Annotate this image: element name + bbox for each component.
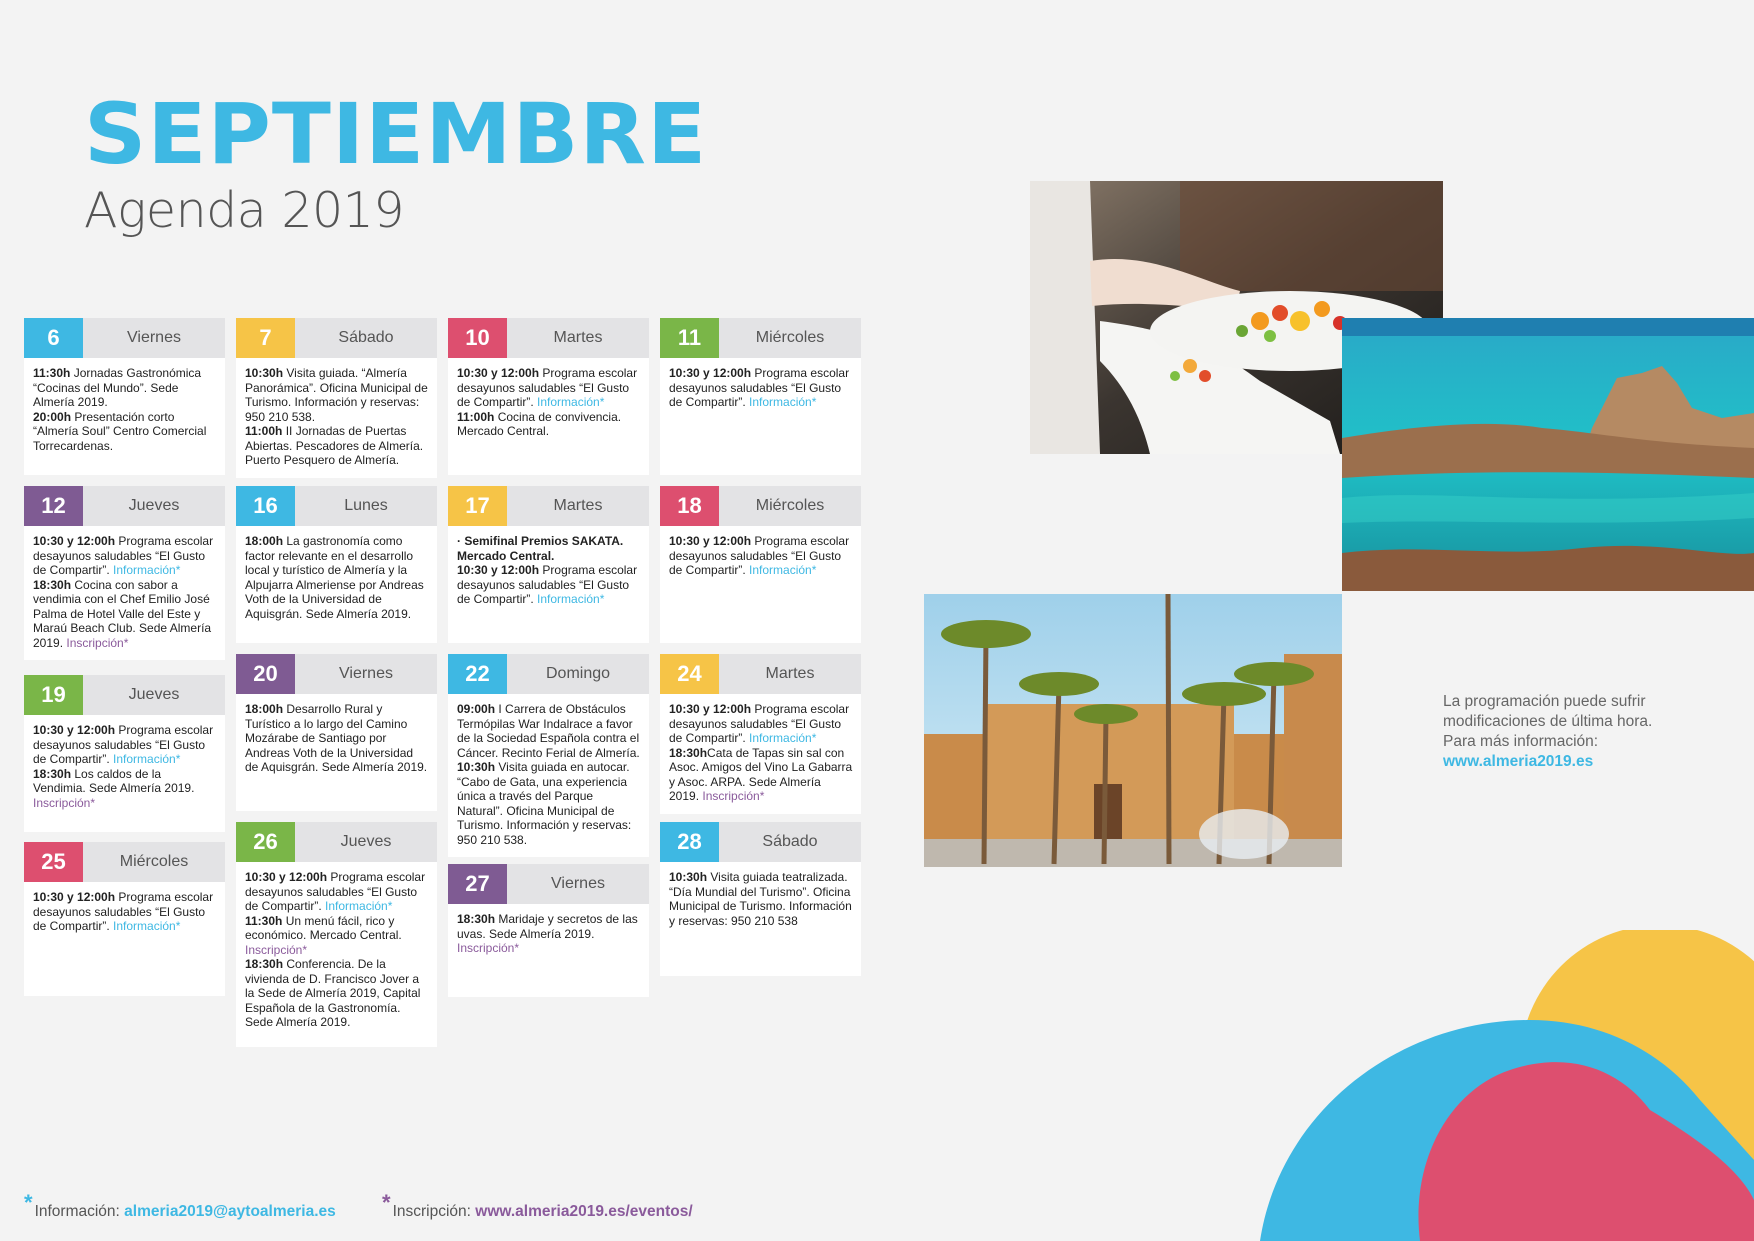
event-time: 11:00h — [457, 409, 495, 424]
event-description: Maridaje y secretos de las uvas. Sede Almería 2019. — [457, 912, 638, 941]
day-card — [24, 486, 225, 660]
event-time: 10:30 y 12:00h — [457, 366, 540, 380]
day-card-header — [448, 654, 649, 694]
event-time: 10:30h — [669, 870, 708, 884]
registration-label: Inscripción: — [392, 1203, 476, 1220]
event-item — [245, 914, 429, 958]
day-card — [24, 842, 225, 996]
event-time: 10:30 y 12:00h — [669, 534, 752, 548]
day-card — [24, 675, 225, 832]
event-time: 18:00h — [245, 534, 284, 548]
info-link[interactable]: Información* — [113, 563, 181, 577]
day-number: 24 — [660, 654, 719, 694]
weekday-label: Miércoles — [755, 497, 825, 514]
event-item — [245, 870, 429, 914]
event-description: Presentación corto “Almería Soul” Centro Comercial Torrecardenas. — [33, 409, 207, 453]
registration-link[interactable]: Inscripción* — [66, 635, 129, 650]
info-link[interactable]: Información* — [325, 899, 393, 913]
weekday-label: Viernes — [127, 329, 181, 346]
weekday-label: Miércoles — [119, 853, 189, 870]
event-time: 10:30 y 12:00h — [33, 890, 116, 904]
day-number: 17 — [448, 486, 507, 526]
registration-link[interactable]: Inscripción* — [457, 941, 520, 955]
event-description: I Carrera de Obstáculos Termópilas War Indalrace a favor de la Sociedad Española contra el Cáncer. Recinto Ferial de Almería. — [457, 702, 640, 760]
event-description: Programa escolar desayunos saludables “El Gusto de Compartir”. — [33, 723, 214, 766]
event-description: Programa escolar desayunos saludables “El Gusto de Compartir”. — [669, 702, 850, 745]
event-item — [669, 534, 853, 578]
weekday-label: Domingo — [545, 665, 611, 682]
weekday-label: Martes — [553, 329, 603, 346]
weekday-label: Sábado — [338, 329, 394, 346]
event-description: Cocina de convivencia. Mercado Central. — [457, 409, 622, 438]
event-time: 11:00h — [245, 424, 283, 438]
day-card-events — [448, 904, 649, 966]
day-number: 6 — [24, 318, 83, 358]
event-description: II Jornadas de Puertas Abiertas. Pescadores de Almería. Puerto Pesquero de Almería. — [245, 424, 424, 467]
weekday-label: Jueves — [128, 686, 180, 703]
event-item — [33, 767, 217, 811]
day-card — [660, 486, 861, 643]
asterisk-icon: * — [382, 1190, 391, 1215]
info-link[interactable]: Información* — [749, 563, 817, 577]
day-card-events — [24, 358, 225, 463]
event-time: 10:30 y 12:00h — [669, 702, 752, 716]
event-time: 11:30h — [33, 366, 71, 380]
registration-link[interactable]: www.almeria2019.es/eventos/ — [475, 1203, 693, 1220]
weekday-label: Martes — [765, 665, 815, 682]
event-description: Visita guiada en autocar. “Cabo de Gata, una experiencia única a través del Parque Natural”. Oficina Municipal de Turismo. Información y reservas: 950 210 538. — [457, 760, 632, 847]
day-number: 27 — [448, 864, 507, 904]
day-card-header — [24, 675, 225, 715]
weekday-label: Viernes — [551, 875, 605, 892]
day-card-events — [236, 526, 437, 631]
day-card — [448, 654, 649, 857]
weekday-label: Miércoles — [755, 329, 825, 346]
notice-line: Para más información: — [1443, 733, 1599, 750]
day-card-header — [448, 864, 649, 904]
day-card-events — [24, 882, 225, 944]
event-description: Programa escolar desayunos saludables “El Gusto de Compartir”. — [669, 366, 850, 409]
day-card-header — [24, 486, 225, 526]
event-time: 18:30h — [33, 577, 72, 592]
day-number: 25 — [24, 842, 83, 882]
day-card-events — [24, 526, 225, 660]
day-card-header — [24, 318, 225, 358]
day-card-events — [660, 526, 861, 588]
event-description: Visita guiada teatralizada. “Día Mundial del Turismo”. Oficina Municipal de Turismo. Información y reservas: 950 210 538 — [669, 870, 852, 928]
event-item — [245, 366, 429, 424]
weekday-label: Martes — [553, 497, 603, 514]
event-item — [457, 534, 641, 563]
info-link[interactable]: Información* — [749, 395, 817, 409]
day-number: 7 — [236, 318, 295, 358]
event-description: La gastronomía como factor relevante en el desarrollo local y turístico de Almería y la Alpujarra Almeriense por Andreas Voth de la Universidad de Aquisgrán. Sede Almería 2019. — [245, 534, 424, 621]
day-card — [236, 822, 437, 1047]
event-item — [669, 702, 853, 746]
day-card — [660, 318, 861, 475]
day-card-header — [24, 842, 225, 882]
day-card-header — [448, 486, 649, 526]
day-card-events — [24, 715, 225, 820]
event-time: 20:00h — [33, 409, 72, 424]
event-description: Visita guiada. “Almería Panorámica”. Oficina Municipal de Turismo. Información y reservas: 950 210 538. — [245, 366, 428, 424]
day-card-header — [660, 486, 861, 526]
day-card-header — [660, 822, 861, 862]
day-card — [448, 486, 649, 643]
asterisk-icon: * — [24, 1190, 33, 1215]
info-link[interactable]: Información* — [113, 752, 181, 766]
event-item — [33, 578, 217, 651]
event-item — [33, 366, 217, 410]
day-card-header — [236, 822, 437, 862]
info-link[interactable]: Información* — [537, 592, 605, 606]
event-time: 11:30h — [245, 913, 283, 928]
day-card-events — [236, 862, 437, 1040]
page-subtitle: Agenda 2019 — [84, 182, 405, 239]
day-card-events — [660, 694, 861, 814]
weekday-label: Jueves — [340, 833, 392, 850]
event-time: 18:30h — [33, 766, 72, 781]
event-item — [457, 563, 641, 607]
day-number: 18 — [660, 486, 719, 526]
day-number: 22 — [448, 654, 507, 694]
event-description: Programa escolar desayunos saludables “El Gusto de Compartir”. — [457, 366, 638, 409]
event-description: Cocina con sabor a vendimia con el Chef Emilio José Palma de Hotel Valle del Este y Maraú Beach Club. Sede Almería 2019. — [33, 577, 212, 650]
event-item — [457, 702, 641, 760]
notice-line: La programación puede sufrir — [1443, 693, 1646, 710]
day-card — [236, 486, 437, 643]
event-time: 18:00h — [245, 702, 284, 716]
footer-info — [24, 1190, 336, 1222]
event-description: Programa escolar desayunos saludables “El Gusto de Compartir”. — [33, 534, 214, 577]
day-number: 19 — [24, 675, 83, 715]
day-card-events — [236, 694, 437, 785]
event-time: 10:30h — [457, 760, 496, 774]
event-item — [245, 957, 429, 1030]
info-link[interactable]: Información* — [537, 395, 605, 409]
page-title: SEPTIEMBRE — [84, 85, 708, 183]
day-number: 11 — [660, 318, 719, 358]
event-description: Programa escolar desayunos saludables “El Gusto de Compartir”. — [457, 563, 638, 606]
event-description: Programa escolar desayunos saludables “El Gusto de Compartir”. — [33, 890, 214, 933]
event-description: Cata de Tapas sin sal con Asoc. Amigos del Vino La Gabarra y Asoc. ARPA. Sede Almería 2019. — [669, 745, 853, 803]
event-time: 18:30h — [669, 745, 708, 760]
event-item — [669, 746, 853, 804]
event-time: 09:00h — [457, 702, 496, 716]
day-card-header — [236, 654, 437, 694]
photo-cathedral-palms — [924, 594, 1342, 867]
event-time: 10:30 y 12:00h — [669, 366, 752, 380]
decorative-shapes — [1240, 930, 1754, 1241]
event-item — [457, 912, 641, 956]
day-card-header — [660, 318, 861, 358]
day-card — [448, 864, 649, 997]
day-card-events — [236, 358, 437, 478]
event-description: Un menú fácil, rico y económico. Mercado Central. — [245, 913, 402, 942]
weekday-label: Jueves — [128, 497, 180, 514]
event-time: · Semifinal Premios SAKATA. Mercado Central. — [457, 534, 624, 563]
event-item — [669, 366, 853, 410]
day-card-header — [236, 318, 437, 358]
event-item — [33, 534, 217, 578]
day-number: 16 — [236, 486, 295, 526]
footer-registration — [382, 1190, 693, 1222]
info-link[interactable]: Información* — [749, 731, 817, 745]
info-label: Información: — [34, 1203, 125, 1220]
photo-coastline — [1342, 318, 1754, 591]
weekday-label: Viernes — [339, 665, 393, 682]
day-number: 26 — [236, 822, 295, 862]
event-time: 18:30h — [245, 957, 284, 971]
day-card-events — [660, 862, 861, 938]
event-item — [457, 760, 641, 847]
event-time: 10:30h — [245, 366, 284, 380]
website-link[interactable]: www.almeria2019.es — [1443, 753, 1594, 770]
event-time: 10:30 y 12:00h — [245, 870, 328, 884]
notice-text — [1443, 692, 1652, 772]
day-number: 10 — [448, 318, 507, 358]
day-card — [236, 654, 437, 811]
day-card-events — [448, 694, 649, 857]
event-item — [669, 870, 853, 928]
event-description: Conferencia. De la vivienda de D. Francisco Jover a la Sede de Almería 2019, Capital Española de la Gastronomía. Sede Almería 2019. — [245, 957, 421, 1029]
day-card — [236, 318, 437, 478]
event-time: 10:30 y 12:00h — [33, 723, 116, 737]
event-item — [245, 424, 429, 468]
event-description: Jornadas Gastronómica “Cocinas del Mundo”. Sede Almería 2019. — [33, 366, 202, 409]
event-time: 10:30 y 12:00h — [457, 563, 540, 577]
event-description: Desarrollo Rural y Turístico a lo largo del Camino Mozárabe de Santiago por Andreas Voth de la Universidad de Aquisgrán. Sede Almería 2019. — [245, 702, 428, 774]
event-description: Programa escolar desayunos saludables “El Gusto de Compartir”. — [669, 534, 850, 577]
event-item — [33, 410, 217, 454]
event-time: 18:30h — [457, 912, 496, 926]
day-card-events — [660, 358, 861, 420]
event-description: Programa escolar desayunos saludables “El Gusto de Compartir”. — [245, 870, 426, 913]
day-number: 28 — [660, 822, 719, 862]
event-item — [245, 702, 429, 775]
day-card — [24, 318, 225, 475]
event-item — [33, 723, 217, 767]
info-email-link[interactable]: almeria2019@aytoalmeria.es — [124, 1203, 336, 1220]
event-time: 10:30 y 12:00h — [33, 534, 116, 548]
registration-link[interactable]: Inscripción* — [702, 789, 765, 803]
weekday-label: Lunes — [344, 497, 388, 514]
day-card-header — [448, 318, 649, 358]
weekday-label: Sábado — [762, 833, 818, 850]
event-item — [245, 534, 429, 621]
notice-line: modificaciones de última hora. — [1443, 713, 1653, 730]
event-item — [33, 890, 217, 934]
day-number: 20 — [236, 654, 295, 694]
event-item — [457, 410, 641, 439]
info-link[interactable]: Información* — [113, 919, 181, 933]
registration-link[interactable]: Inscripción* — [33, 795, 96, 810]
event-description: Los caldos de la Vendimia. Sede Almería 2019. — [33, 766, 195, 795]
day-card-header — [236, 486, 437, 526]
day-number: 12 — [24, 486, 83, 526]
day-card — [660, 822, 861, 976]
day-card-header — [660, 654, 861, 694]
day-card — [448, 318, 649, 475]
day-card-events — [448, 526, 649, 617]
registration-link[interactable]: Inscripción* — [245, 942, 308, 957]
day-card — [660, 654, 861, 814]
event-item — [457, 366, 641, 410]
day-card-events — [448, 358, 649, 449]
